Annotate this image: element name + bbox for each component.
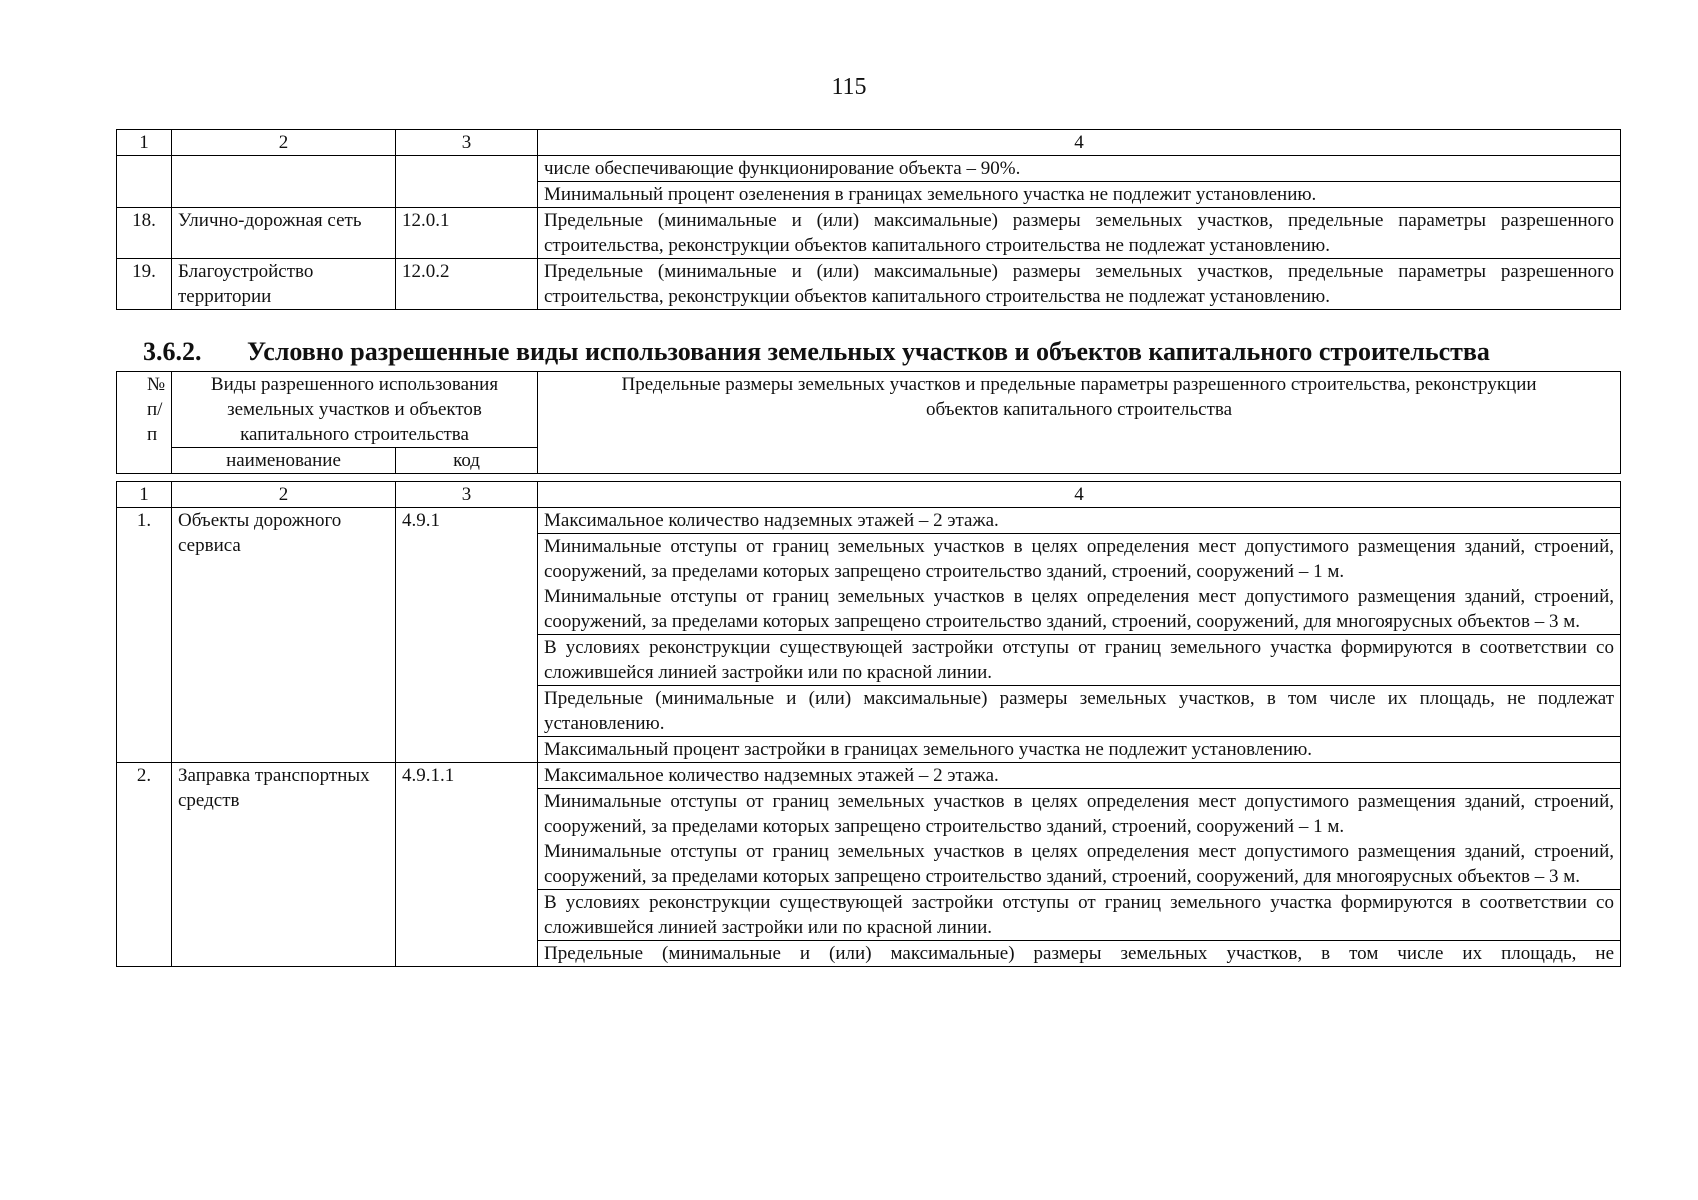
use-code: 12.0.1: [396, 208, 538, 259]
section-heading: [143, 337, 1620, 367]
use-name: Благоустройство территории: [172, 259, 396, 310]
conditional-uses-table: [116, 481, 1621, 967]
param-cell: Предельные (минимальные и (или) максимальные) размеры земельных участков, предельные параметры разрешенного строительства, реконструкции объектов капитального строительства не подлежат установлению.: [538, 259, 1621, 310]
column-numbers-row: [117, 482, 1621, 508]
col-number-2: 2: [172, 482, 396, 508]
header-number: № п/п: [117, 372, 172, 474]
header-name: наименование: [172, 448, 396, 474]
header-row: [117, 372, 1621, 448]
use-name: Объекты дорожного сервиса: [172, 508, 396, 763]
use-name: Улично-дорожная сеть: [172, 208, 396, 259]
header-limits: Предельные размеры земельных участков и предельные параметры разрешенного строительства, реконструкции объектов капитального строительства: [538, 372, 1621, 474]
param-cell: Предельные (минимальные и (или) максимальные) размеры земельных участков, предельные параметры разрешенного строительства, реконструкции объектов капитального строительства не подлежат установлению.: [538, 208, 1621, 259]
empty-cell: [172, 156, 396, 208]
col-number-3: 3: [396, 482, 538, 508]
use-code: 4.9.1.1: [396, 763, 538, 967]
param-text: Минимальные отступы от границ земельных участков в целях определения мест допустимого размещения зданий, строений, сооружений, за пределами которых запрещено строительство зданий, строений, сооружений, для многоярусных объектов – 3 м.: [544, 586, 1614, 632]
param-text: Минимальные отступы от границ земельных участков в целях определения мест допустимого размещения зданий, строений, сооружений, за пределами которых запрещено строительство зданий, строений, сооружений – 1 м.: [544, 791, 1614, 837]
param-cell: Предельные (минимальные и (или) максимальные) размеры земельных участков, в том числе их площадь, не подлежат установлению.: [538, 686, 1621, 737]
section-number: 3.6.2.: [143, 337, 202, 366]
permitted-uses-table-continuation: [116, 129, 1621, 310]
param-cell: Максимальное количество надземных этажей – 2 этажа.: [538, 763, 1621, 789]
use-name: Заправка транспортных средств: [172, 763, 396, 967]
param-cell-setbacks: [538, 534, 1621, 635]
param-cell: Минимальный процент озеленения в границах земельного участка не подлежит установлению.: [538, 182, 1621, 208]
use-code: 4.9.1: [396, 508, 538, 763]
empty-cell: [396, 156, 538, 208]
conditional-uses-table-header: [116, 371, 1621, 474]
param-cell-setbacks: [538, 789, 1621, 890]
row-number: 18.: [117, 208, 172, 259]
param-cell: Максимальное количество надземных этажей – 2 этажа.: [538, 508, 1621, 534]
section-title: Условно разрешенные виды использования земельных участков и объектов капитального строительства: [247, 337, 1490, 366]
empty-cell: [117, 156, 172, 208]
param-cell: Предельные (минимальные и (или) максимальные) размеры земельных участков, в том числе их площадь, не: [538, 941, 1621, 967]
col-number-3: 3: [396, 130, 538, 156]
header-code: код: [396, 448, 538, 474]
col-number-4: 4: [538, 482, 1621, 508]
header-kinds: Виды разрешенного использования земельных участков и объектов капитального строительства: [172, 372, 538, 448]
col-number-2: 2: [172, 130, 396, 156]
param-cell: В условиях реконструкции существующей застройки отступы от границ земельного участка формируются в соответствии со сложившейся линией застройки или по красной линии.: [538, 635, 1621, 686]
page-number: 115: [831, 74, 867, 100]
table-row: [117, 156, 1621, 182]
table-row: [117, 259, 1621, 310]
col-number-1: 1: [117, 130, 172, 156]
row-number: 1.: [117, 508, 172, 763]
param-cell: Максимальный процент застройки в границах земельного участка не подлежит установлению.: [538, 737, 1621, 763]
table-row: [117, 763, 1621, 789]
param-text: Минимальные отступы от границ земельных участков в целях определения мест допустимого размещения зданий, строений, сооружений, за пределами которых запрещено строительство зданий, строений, сооружений – 1 м.: [544, 536, 1614, 582]
table-row: [117, 508, 1621, 534]
col-number-4: 4: [538, 130, 1621, 156]
param-cell: В условиях реконструкции существующей застройки отступы от границ земельного участка формируются в соответствии со сложившейся линией застройки или по красной линии.: [538, 890, 1621, 941]
table-row: [117, 208, 1621, 259]
row-number: 2.: [117, 763, 172, 967]
column-numbers-row: [117, 130, 1621, 156]
param-cell: числе обеспечивающие функционирование объекта – 90%.: [538, 156, 1621, 182]
col-number-1: 1: [117, 482, 172, 508]
row-number: 19.: [117, 259, 172, 310]
param-text: Минимальные отступы от границ земельных участков в целях определения мест допустимого размещения зданий, строений, сооружений, за пределами которых запрещено строительство зданий, строений, сооружений, для многоярусных объектов – 3 м.: [544, 841, 1614, 887]
use-code: 12.0.2: [396, 259, 538, 310]
